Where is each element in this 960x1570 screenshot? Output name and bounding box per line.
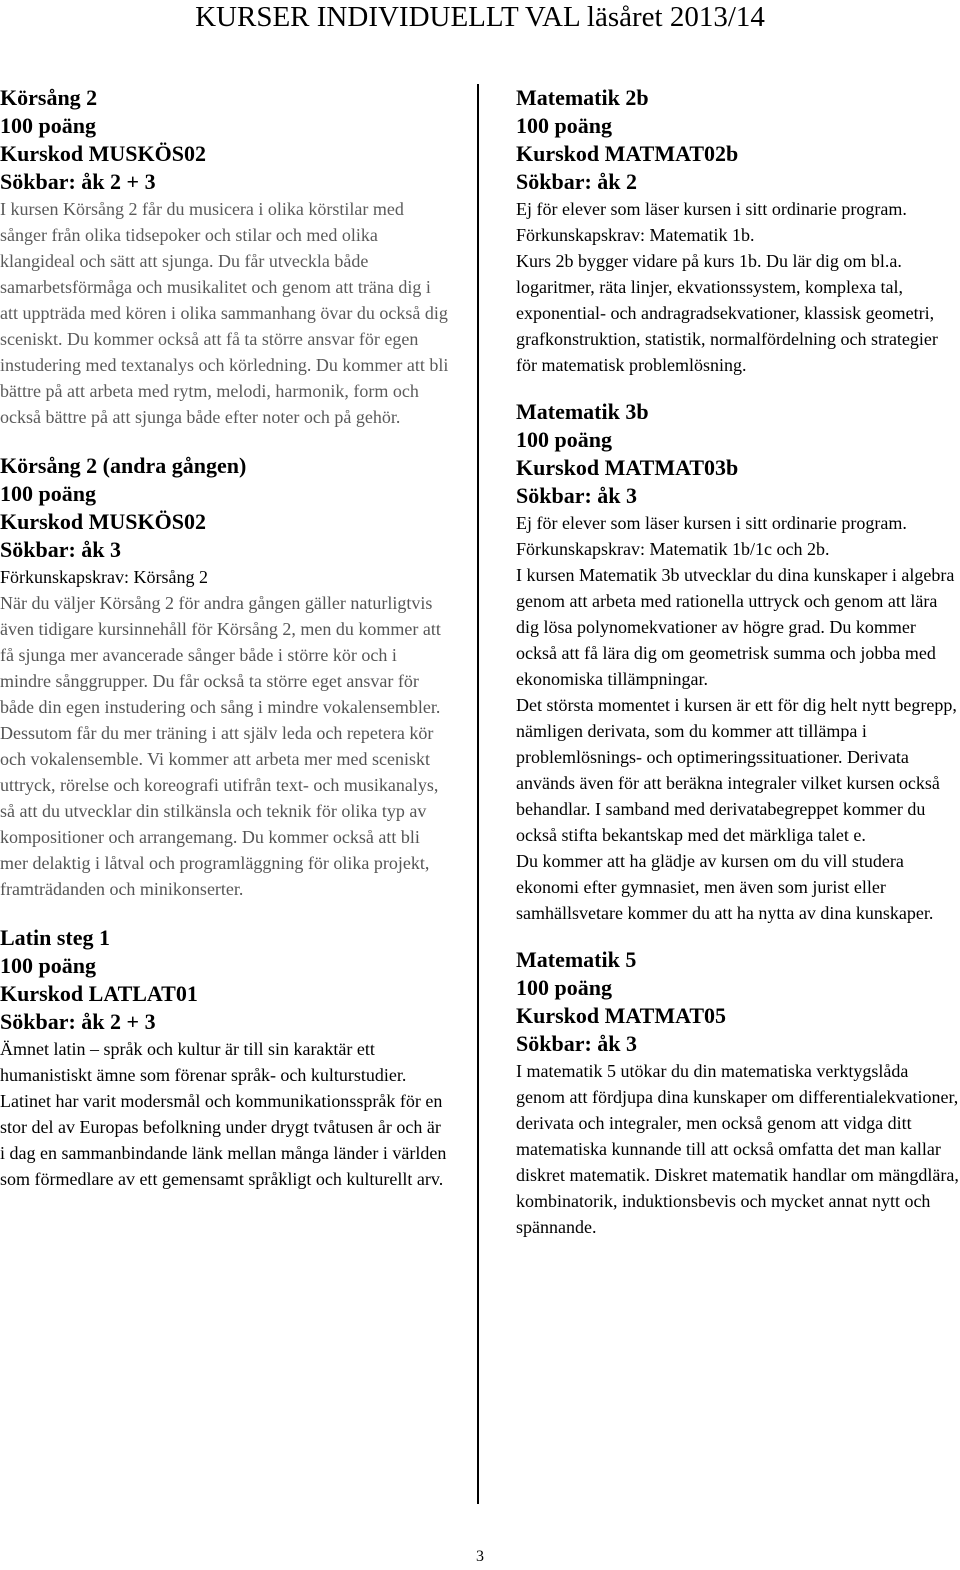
left-column: [0, 84, 450, 1192]
course-code: Kurskod MATMAT05: [516, 1003, 727, 1028]
course-searchable: Sökbar: åk 3: [516, 483, 638, 508]
course-code: Kurskod MUSKÖS02: [0, 509, 206, 534]
course-searchable: Sökbar: åk 3: [516, 1031, 638, 1056]
course-title: Körsång 2: [0, 85, 98, 110]
course-description: I matematik 5 utökar du din matematiska verktygslåda genom att fördjupa dina kunskaper om differentialekvationer, derivata och integraler, men också genom att vidga ditt matematiska kunnande till att också omfatta det man kallar diskret matematik. Diskret matematik handlar om mängdlära, kombinatorik, induktionsbevis och mycket annat nytt och spännande.: [516, 1061, 959, 1237]
course-points: 100 poäng: [516, 427, 612, 452]
course-description-2: Det största momentet i kursen är ett för dig helt nytt begrepp, nämligen derivata, som du kommer att tillämpa i problemlösnings- och optimeringssituationer. Derivata används även för att beräkna integraler vilket kursen också behandlar. I samband med derivatabegreppet kommer du också stifta bekantskap med det märkliga talet e.: [516, 695, 957, 845]
page-number: 3: [476, 1548, 484, 1565]
course-code: Kurskod LATLAT01: [0, 981, 198, 1006]
course-matematik-5: [516, 946, 960, 1240]
course-title: Körsång 2 (andra gången): [0, 453, 247, 478]
course-korsang-2: [0, 84, 450, 430]
course-code: Kurskod MUSKÖS02: [0, 141, 206, 166]
course-points: 100 poäng: [516, 113, 612, 138]
course-searchable: Sökbar: åk 3: [0, 537, 122, 562]
course-points: 100 poäng: [516, 975, 612, 1000]
course-points: 100 poäng: [0, 953, 96, 978]
course-prerequisite: Förkunskapskrav: Matematik 1b.: [516, 225, 755, 245]
right-column: [516, 84, 960, 1240]
course-description-3: Du kommer att ha glädje av kursen om du vill studera ekonomi efter gymnasiet, men även som jurist eller samhällsvetare kommer du att ha nytta av dina kunskaper.: [516, 851, 934, 923]
column-divider: [477, 84, 479, 1504]
course-title: Matematik 2b: [516, 85, 649, 110]
course-searchable: Sökbar: åk 2 + 3: [0, 1009, 156, 1034]
course-code: Kurskod MATMAT02b: [516, 141, 739, 166]
course-note: Ej för elever som läser kursen i sitt ordinarie program.: [516, 513, 907, 533]
course-matematik-3b: [516, 398, 960, 926]
course-note: Ej för elever som läser kursen i sitt ordinarie program.: [516, 199, 907, 219]
course-description: I kursen Körsång 2 får du musicera i olika körstilar med sånger från olika tidsepoker och stilar och med olika klangideal och sätt att sjunga. Du får utveckla både samarbetsförmåga och musikalitet och genom att träna dig i att uppträda med kören i olika sammanhang övar du också dig sceniskt. Du kommer också att få ta större ansvar för egen instudering med textanalys och körledning. Du kommer att bli bättre på att arbeta med rytm, melodi, harmonik, form och också bättre på att sjunga både efter noter och på gehör.: [0, 199, 449, 427]
course-matematik-2b: [516, 84, 960, 378]
course-title: Matematik 3b: [516, 399, 649, 424]
course-latin-steg-1: [0, 924, 450, 1192]
course-title: Matematik 5: [516, 947, 637, 972]
course-prerequisite: Förkunskapskrav: Körsång 2: [0, 567, 208, 587]
course-korsang-2-andra: [0, 452, 450, 902]
page-title: KURSER INDIVIDUELLT VAL läsåret 2013/14: [195, 1, 765, 33]
course-points: 100 poäng: [0, 113, 96, 138]
course-searchable: Sökbar: åk 2 + 3: [0, 169, 156, 194]
course-code: Kurskod MATMAT03b: [516, 455, 739, 480]
course-searchable: Sökbar: åk 2: [516, 169, 638, 194]
course-description: Kurs 2b bygger vidare på kurs 1b. Du lär dig om bl.a. logaritmer, räta linjer, ekvationssystem, komplexa tal, exponential- och andragradsekvationer, klassisk geometri, grafkonstruktion, statistik, normalfördelning och strategier för matematisk problemlösning.: [516, 251, 938, 375]
course-description: När du väljer Körsång 2 för andra gången gäller naturligtvis även tidigare kursinnehåll för Körsång 2, men du kommer att få sjunga mer avancerade sånger både i större kör och i mindre sånggrupper. Du får också ta större eget ansvar för både din egen instudering och sång i mindre vokalensembler. Dessutom får du mer träning i att själv leda och repetera kör och vokalensemble. Vi kommer att arbeta mer med sceniskt uttryck, rörelse och koreografi utifrån text- och musikanalys, så att du utvecklar din stilkänsla och teknik för olika typ av kompositioner och arrangemang. Du kommer också att bli mer delaktig i låtval och programläggning för olika projekt, framträdanden och minikonserter.: [0, 593, 441, 899]
course-description-1: I kursen Matematik 3b utvecklar du dina kunskaper i algebra genom att arbeta med rationella uttryck och genom att lära dig lösa polynomekvationer av högre grad. Du kommer också att få lära dig om geometrisk summa och jobba med ekonomiska tillämpningar.: [516, 565, 955, 689]
course-points: 100 poäng: [0, 481, 96, 506]
course-title: Latin steg 1: [0, 925, 110, 950]
course-prerequisite: Förkunskapskrav: Matematik 1b/1c och 2b.: [516, 539, 830, 559]
course-description: Ämnet latin – språk och kultur är till sin karaktär ett humanistiskt ämne som förenar språk- och kulturstudier. Latinet har varit modersmål och kommunikationsspråk för en stor del av Europas befolkning under drygt tvåtusen år och är i dag en sammanbindande länk mellan många länder i världen som förmedlare av ett gemensamt språkligt och kulturellt arv.: [0, 1039, 447, 1189]
